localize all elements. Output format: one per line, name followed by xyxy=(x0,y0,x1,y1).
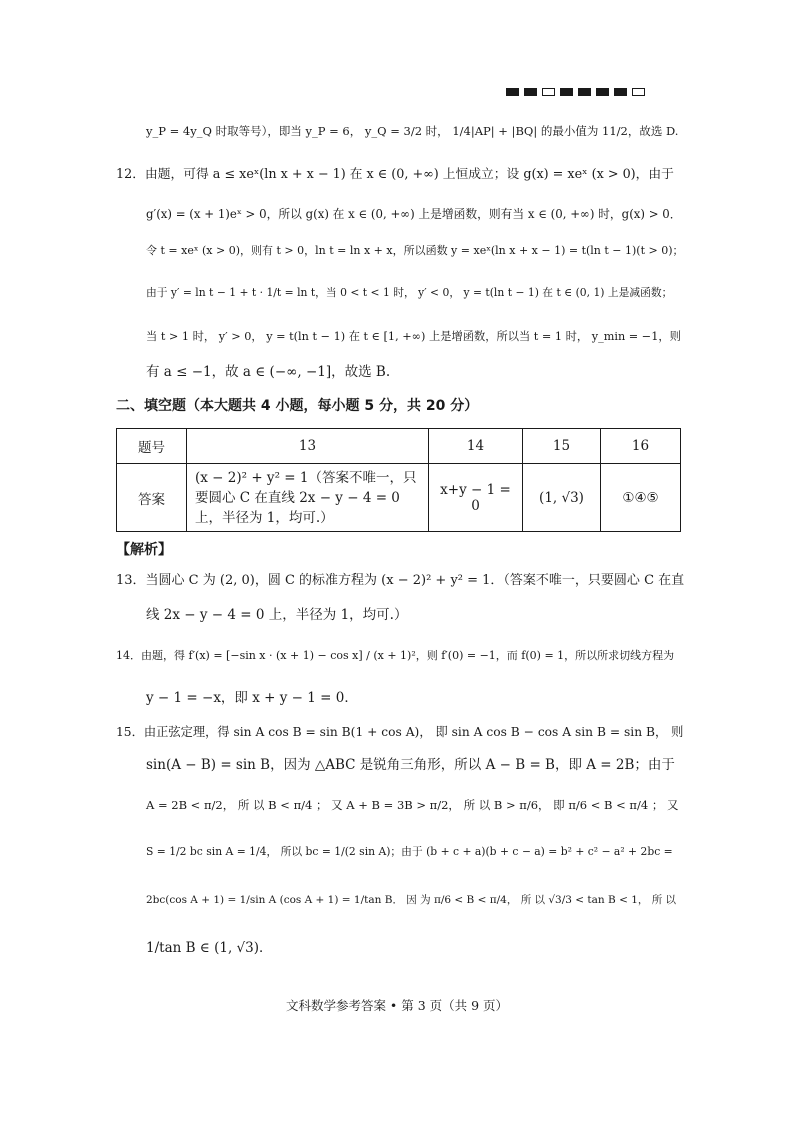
section-title-fill-in: 二、填空题（本大题共 4 小题，每小题 5 分，共 20 分） xyxy=(116,398,479,414)
solution-15-line-6: 1/tan B ∈ (1, √3)． xyxy=(146,940,273,956)
answer-table xyxy=(116,428,681,532)
analysis-heading: 【解析】 xyxy=(116,542,172,558)
mark-filled xyxy=(614,88,627,96)
mark-filled xyxy=(560,88,573,96)
solution-14-line-1: 14．由题，得 f′(x) = [−sin x · (x + 1) − cos x] / (x + 1)²，则 f′(0) = −1，而 f(0) = 1，所以所求切线方程为 xyxy=(116,649,675,662)
mark-filled xyxy=(596,88,609,96)
table-answer-16: ①④⑤ xyxy=(601,464,681,532)
table-header-row xyxy=(117,429,681,464)
table-answer-label: 答案 xyxy=(117,464,187,532)
solution-13-line-1: 13．当圆心 C 为 (2, 0)，圆 C 的标准方程为 (x − 2)² + y² = 1．（答案不唯一，只要圆心 C 在直 xyxy=(116,573,685,588)
solution-12-line-3: 令 t = xeˣ (x > 0)，则有 t > 0，ln t = ln x + x，所以函数 y = xeˣ(ln x + x − 1) = t(ln t − 1)(t > 0)； xyxy=(146,244,684,257)
solution-15-line-5: 2bc(cos A + 1) = 1/sin A (cos A + 1) = 1/tan B． 因 为 π/6 < B < π/4， 所 以 √3/3 < tan B < 1， 所 以 xyxy=(146,894,677,906)
solution-11-end: y_P = 4y_Q 时取等号），即当 y_P = 6， y_Q = 3/2 时， 1/4|AP| + |BQ| 的最小值为 11/2，故选 D. xyxy=(146,124,679,138)
solution-15-line-1: 15．由正弦定理，得 sin A cos B = sin B(1 + cos A)， 即 sin A cos B − cos A sin B = sin B， 则 xyxy=(116,725,684,739)
mark-filled xyxy=(578,88,591,96)
header-progress-marks xyxy=(506,88,645,96)
solution-12-line-2: g′(x) = (x + 1)eˣ > 0，所以 g(x) 在 x ∈ (0, +∞) 上是增函数，则有当 x ∈ (0, +∞) 时，g(x) > 0． xyxy=(146,207,682,221)
table-answer-14: x+y − 1 = 0 xyxy=(429,464,523,532)
solution-14-line-2: y − 1 = −x，即 x + y − 1 = 0． xyxy=(146,690,358,706)
table-question-15: 15 xyxy=(523,429,601,464)
solution-12-line-1: 12．由题，可得 a ≤ xeˣ(ln x + x − 1) 在 x ∈ (0, +∞) 上恒成立；设 g(x) = xeˣ (x > 0)，由于 xyxy=(116,167,674,182)
solution-12-line-4: 由于 y′ = ln t − 1 + t · 1/t = ln t，当 0 < t < 1 时， y′ < 0， y = t(ln t − 1) 在 t ∈ (0, 1) 上是减函数； xyxy=(146,286,673,299)
table-header-label: 题号 xyxy=(117,429,187,464)
table-question-14: 14 xyxy=(429,429,523,464)
mark-filled xyxy=(524,88,537,96)
table-question-13: 13 xyxy=(187,429,429,464)
mark-hollow xyxy=(632,88,645,96)
table-answer-row xyxy=(117,464,681,532)
solution-15-line-3: A = 2B < π/2， 所 以 B < π/4 ； 又 A + B = 3B > π/2， 所 以 B > π/6， 即 π/6 < B < π/4 ； 又 xyxy=(146,798,679,812)
mark-filled xyxy=(506,88,519,96)
solution-15-line-2: sin(A − B) = sin B，因为 △ABC 是锐角三角形，所以 A − B = B，即 A = 2B；由于 xyxy=(146,757,675,773)
solution-15-line-4: S = 1/2 bc sin A = 1/4， 所以 bc = 1/(2 sin A)；由于 (b + c + a)(b + c − a) = b² + c² − a² + 2bc = xyxy=(146,845,673,858)
table-answer-15: (1, √3) xyxy=(523,464,601,532)
table-answer-13: (x − 2)² + y² = 1（答案不唯一，只要圆心 C 在直线 2x − y − 4 = 0 上，半径为 1，均可.） xyxy=(187,464,429,532)
solution-13-line-2: 线 2x − y − 4 = 0 上，半径为 1，均可.） xyxy=(146,607,408,623)
table-question-16: 16 xyxy=(601,429,681,464)
mark-hollow xyxy=(542,88,555,96)
page-footer: 文科数学参考答案 • 第 3 页（共 9 页） xyxy=(285,998,509,1013)
solution-12-line-6: 有 a ≤ −1，故 a ∈ (−∞, −1]，故选 B. xyxy=(146,364,391,380)
solution-12-line-5: 当 t > 1 时， y′ > 0， y = t(ln t − 1) 在 t ∈ [1, +∞) 上是增函数，所以当 t = 1 时， y_min = −1，则 xyxy=(146,330,681,343)
